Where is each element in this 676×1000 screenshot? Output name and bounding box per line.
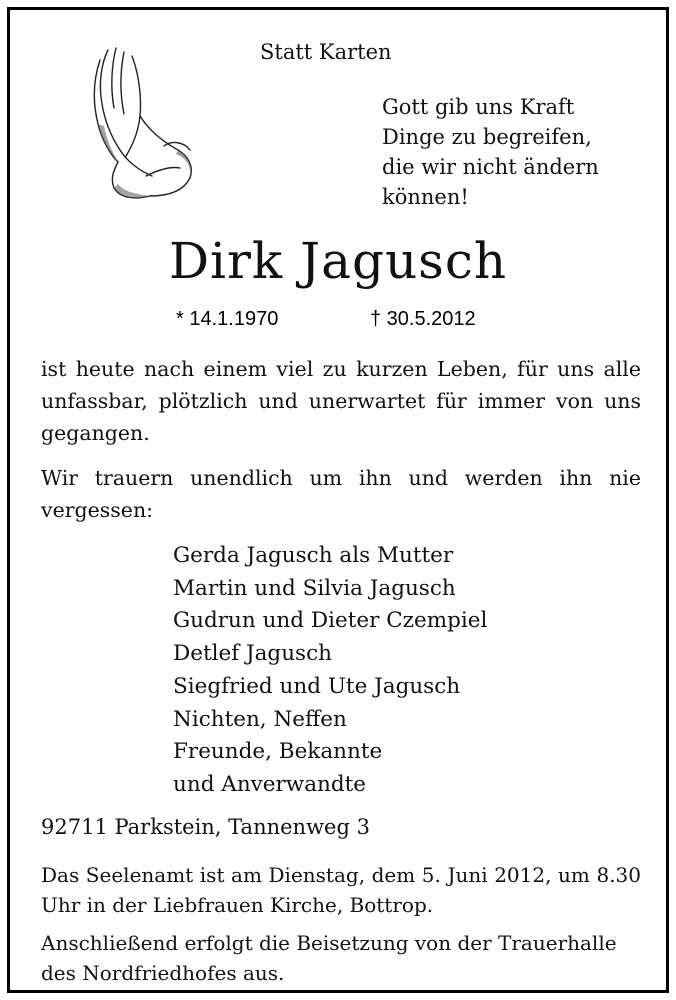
list-item: Freunde, Bekannte (173, 739, 383, 765)
obituary-frame (7, 7, 669, 993)
deceased-name: Dirk Jagusch (168, 232, 508, 290)
birth-date: * 14.1.1970 (176, 308, 279, 330)
header-title: Statt Karten (260, 40, 392, 64)
address: 92711 Parkstein, Tannenweg 3 (41, 815, 370, 839)
list-item: Gerda Jagusch als Mutter (173, 543, 454, 568)
quote-line: Dinge zu begreifen, (382, 125, 592, 149)
quote-line: Gott gib uns Kraft (382, 95, 575, 119)
list-item: Martin und Silvia Jagusch (173, 575, 456, 601)
list-item: Gudrun und Dieter Czempiel (173, 608, 488, 634)
list-item: Detlef Jagusch (173, 641, 332, 667)
burial-info: Anschließend erfolgt die Beisetzung von der Trauerhalle des Nordfriedhofes aus. (41, 931, 617, 985)
death-date: † 30.5.2012 (370, 308, 476, 330)
paragraph-passing: ist heute nach einem viel zu kurzen Leben, für uns alle unfassbar, plötzlich und unerwartet für immer von uns gegangen. (41, 357, 641, 445)
quote (382, 92, 599, 212)
mourners-list (173, 540, 487, 802)
quote-line: die wir nicht ändern (382, 155, 599, 179)
list-item: Nichten, Neffen (173, 706, 347, 732)
praying-hands-icon (80, 42, 210, 202)
quote-line: können! (382, 185, 469, 209)
paragraph-mourning: Wir trauern unendlich um ihn und werden ihn nie vergessen: (41, 466, 641, 522)
list-item: und Anverwandte (173, 771, 367, 797)
service-info: Das Seelenamt ist am Dienstag, dem 5. Juni 2012, um 8.30 Uhr in der Liebfrauen Kirche, Bottrop. (41, 863, 641, 917)
list-item: Siegfried und Ute Jagusch (173, 673, 461, 699)
